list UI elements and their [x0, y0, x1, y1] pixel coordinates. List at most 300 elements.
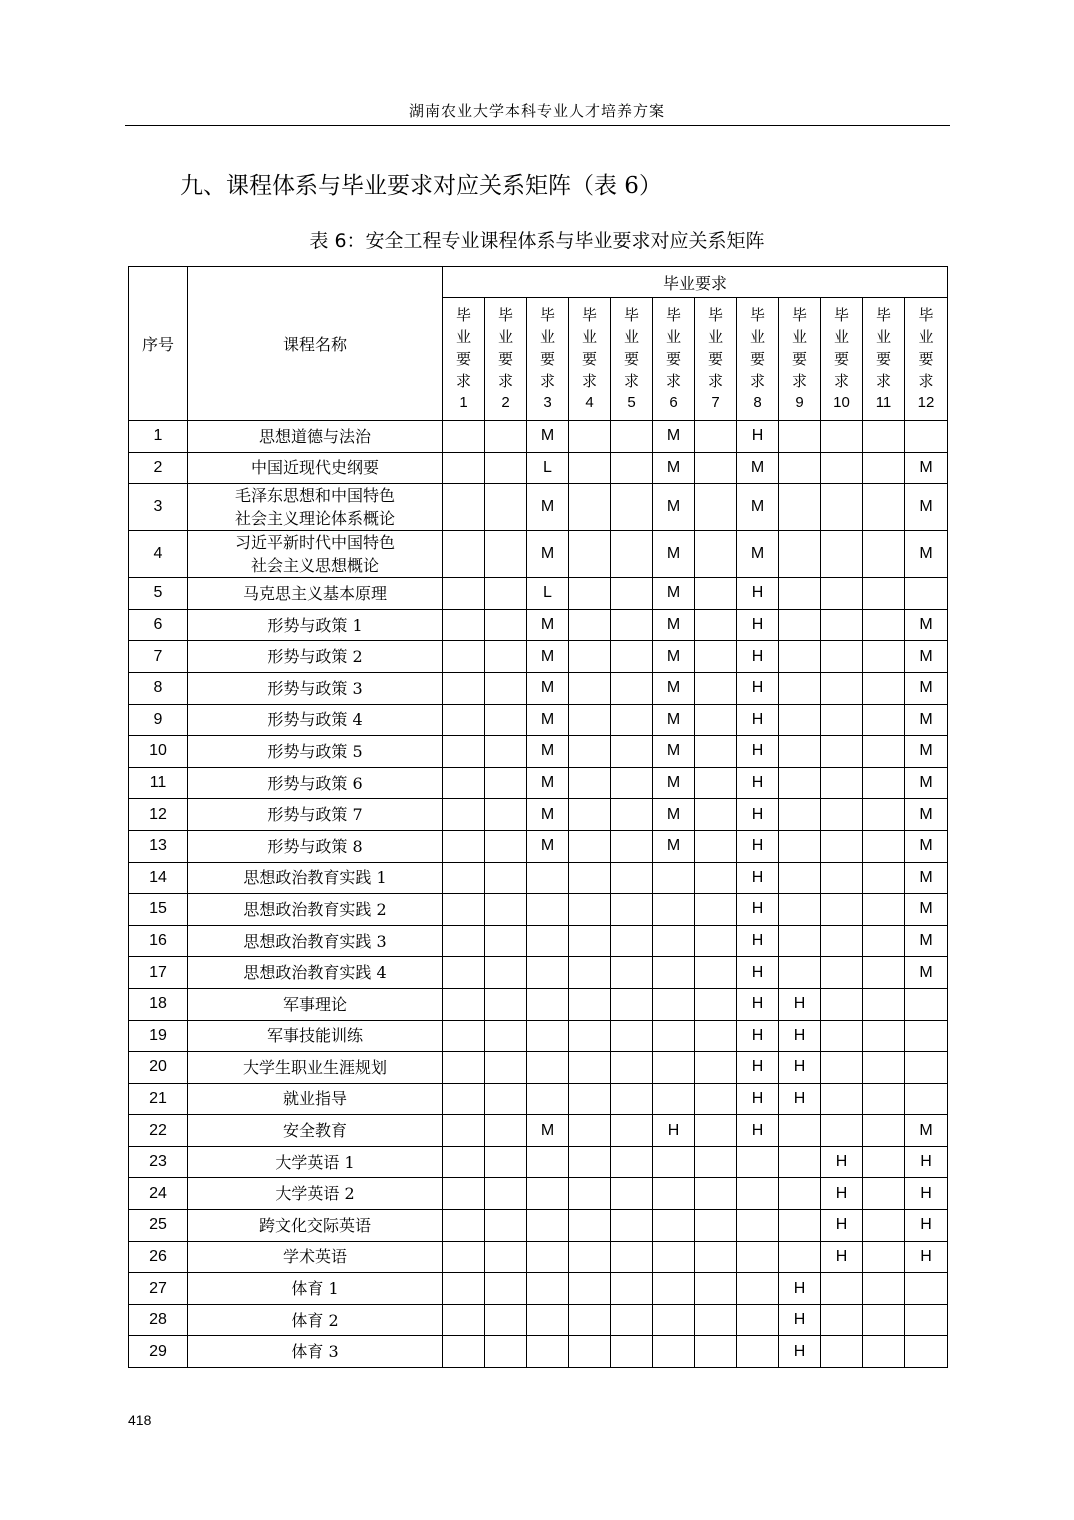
requirement-cell-8: [737, 1273, 779, 1305]
requirement-cell-6: M: [653, 736, 695, 768]
table-row: [129, 672, 948, 704]
header-requirement-char: 求: [791, 372, 807, 390]
requirement-cell-5: [611, 1146, 653, 1178]
requirement-cell-8: H: [737, 862, 779, 894]
requirement-cell-2: [485, 1241, 527, 1273]
header-requirement-char: 12: [917, 394, 935, 411]
requirement-cell-4: [569, 452, 611, 484]
requirement-cell-7: [695, 1178, 737, 1210]
header-requirement-char: 要: [707, 350, 723, 368]
requirement-cell-4: [569, 484, 611, 531]
requirement-cell-4: [569, 1178, 611, 1210]
requirement-cell-11: [863, 1178, 905, 1210]
requirement-cell-8: H: [737, 767, 779, 799]
course-name-line: 就业指导: [282, 1089, 347, 1109]
requirement-cell-7: [695, 767, 737, 799]
requirement-cell-9: [779, 736, 821, 768]
requirement-cell-3: [527, 1336, 569, 1368]
requirement-cell-1: [443, 957, 485, 989]
requirement-cell-1: [443, 830, 485, 862]
requirement-cell-5: [611, 736, 653, 768]
requirement-cell-3: M: [527, 421, 569, 453]
requirement-cell-7: [695, 1336, 737, 1368]
requirement-cell-3: M: [527, 799, 569, 831]
requirement-cell-7: [695, 799, 737, 831]
requirement-cell-12: M: [905, 862, 948, 894]
header-requirement-char: 求: [455, 372, 471, 390]
requirement-cell-1: [443, 767, 485, 799]
table-row: [129, 1241, 948, 1273]
requirement-cell-7: [695, 988, 737, 1020]
requirement-cell-1: [443, 1052, 485, 1084]
requirement-cell-3: [527, 1210, 569, 1242]
requirement-cell-5: [611, 531, 653, 578]
requirement-cell-2: [485, 894, 527, 926]
requirement-cell-6: M: [653, 578, 695, 610]
requirement-cell-9: [779, 531, 821, 578]
requirement-cell-10: [821, 609, 863, 641]
header-requirement-char: 毕: [833, 306, 849, 324]
course-name-line: 体育 1: [291, 1279, 339, 1299]
requirement-cell-8: H: [737, 672, 779, 704]
requirement-cell-5: [611, 799, 653, 831]
requirement-cell-11: [863, 421, 905, 453]
row-course: [188, 1273, 443, 1305]
row-seq: 15: [129, 894, 188, 926]
header-requirement-char: 10: [833, 394, 850, 411]
requirement-cell-6: M: [653, 672, 695, 704]
course-name-line: 毛泽东思想和中国特色: [234, 486, 395, 506]
requirement-cell-8: [737, 1336, 779, 1368]
table-row: [129, 704, 948, 736]
header-requirement-char: 要: [623, 350, 639, 368]
row-seq: 27: [129, 1273, 188, 1305]
requirement-cell-2: [485, 452, 527, 484]
requirement-cell-5: [611, 1083, 653, 1115]
requirement-cell-7: [695, 452, 737, 484]
requirement-cell-11: [863, 578, 905, 610]
requirement-cell-5: [611, 672, 653, 704]
requirement-cell-2: [485, 736, 527, 768]
header-divider: [125, 125, 950, 126]
header-requirement-char: 业: [665, 328, 681, 346]
requirement-cell-11: [863, 1052, 905, 1084]
requirement-cell-4: [569, 1052, 611, 1084]
requirement-cell-6: [653, 894, 695, 926]
requirement-cell-10: [821, 1083, 863, 1115]
requirement-cell-10: [821, 925, 863, 957]
requirement-cell-5: [611, 1241, 653, 1273]
row-seq: 28: [129, 1304, 188, 1336]
requirement-cell-12: [905, 1336, 948, 1368]
row-seq: 8: [129, 672, 188, 704]
requirement-cell-8: H: [737, 704, 779, 736]
requirement-cell-12: [905, 988, 948, 1020]
row-seq: 25: [129, 1210, 188, 1242]
header-requirement-char: 业: [875, 328, 891, 346]
requirement-cell-5: [611, 452, 653, 484]
requirement-cell-4: [569, 988, 611, 1020]
requirement-cell-11: [863, 894, 905, 926]
requirement-cell-1: [443, 925, 485, 957]
table-row: [129, 1020, 948, 1052]
requirement-cell-4: [569, 1146, 611, 1178]
requirement-cell-3: [527, 957, 569, 989]
row-seq: 20: [129, 1052, 188, 1084]
header-requirement-char: 7: [711, 394, 720, 411]
requirement-cell-11: [863, 704, 905, 736]
header-requirement-2: [485, 298, 527, 421]
row-course: [188, 452, 443, 484]
row-course: [188, 1052, 443, 1084]
row-seq: 2: [129, 452, 188, 484]
requirement-cell-4: [569, 641, 611, 673]
requirement-cell-8: H: [737, 894, 779, 926]
requirement-cell-11: [863, 531, 905, 578]
requirement-matrix-table: [128, 266, 948, 1368]
page-number: 418: [128, 1412, 152, 1428]
requirement-cell-5: [611, 1115, 653, 1147]
row-course: [188, 988, 443, 1020]
requirement-cell-6: M: [653, 767, 695, 799]
row-course: [188, 1146, 443, 1178]
requirement-cell-1: [443, 1336, 485, 1368]
requirement-cell-1: [443, 1178, 485, 1210]
row-seq: 7: [129, 641, 188, 673]
requirement-cell-10: [821, 531, 863, 578]
requirement-cell-8: [737, 1241, 779, 1273]
requirement-cell-9: H: [779, 1083, 821, 1115]
requirement-cell-12: H: [905, 1241, 948, 1273]
requirement-cell-8: M: [737, 531, 779, 578]
course-name-line: 体育 3: [291, 1342, 339, 1362]
requirement-cell-10: [821, 988, 863, 1020]
requirement-cell-7: [695, 484, 737, 531]
row-seq: 13: [129, 830, 188, 862]
requirement-cell-4: [569, 957, 611, 989]
requirement-cell-2: [485, 1304, 527, 1336]
requirement-cell-2: [485, 957, 527, 989]
requirement-cell-8: H: [737, 1083, 779, 1115]
requirement-cell-12: M: [905, 925, 948, 957]
requirement-cell-10: [821, 862, 863, 894]
requirement-cell-2: [485, 1052, 527, 1084]
requirement-cell-2: [485, 672, 527, 704]
requirement-cell-3: [527, 925, 569, 957]
requirement-cell-4: [569, 862, 611, 894]
requirement-cell-12: [905, 1083, 948, 1115]
requirement-cell-6: M: [653, 421, 695, 453]
header-requirement-char: 要: [791, 350, 807, 368]
header-requirement-char: 毕: [665, 306, 681, 324]
table-row: [129, 1146, 948, 1178]
requirement-cell-7: [695, 1210, 737, 1242]
header-requirement-char: 要: [497, 350, 513, 368]
requirement-cell-6: M: [653, 704, 695, 736]
requirement-cell-3: [527, 1304, 569, 1336]
header-requirement-char: 毕: [791, 306, 807, 324]
requirement-cell-3: L: [527, 578, 569, 610]
course-name-line: 思想政治教育实践 1: [243, 868, 387, 888]
row-course: [188, 672, 443, 704]
requirement-cell-2: [485, 1336, 527, 1368]
header-requirement-char: 求: [665, 372, 681, 390]
requirement-cell-6: M: [653, 452, 695, 484]
requirement-cell-11: [863, 799, 905, 831]
row-course: [188, 799, 443, 831]
requirement-cell-10: H: [821, 1241, 863, 1273]
requirement-cell-2: [485, 484, 527, 531]
requirement-cell-9: [779, 641, 821, 673]
requirement-cell-7: [695, 894, 737, 926]
requirement-cell-4: [569, 578, 611, 610]
header-requirement-char: 毕: [539, 306, 555, 324]
requirement-cell-9: [779, 1178, 821, 1210]
requirement-cell-12: M: [905, 894, 948, 926]
requirement-cell-4: [569, 1020, 611, 1052]
requirement-cell-5: [611, 830, 653, 862]
requirement-cell-1: [443, 894, 485, 926]
requirement-cell-2: [485, 1146, 527, 1178]
requirement-cell-11: [863, 1020, 905, 1052]
table-row: [129, 894, 948, 926]
requirement-cell-11: [863, 641, 905, 673]
row-seq: 6: [129, 609, 188, 641]
requirement-cell-9: [779, 578, 821, 610]
requirement-cell-10: [821, 830, 863, 862]
requirement-cell-12: H: [905, 1146, 948, 1178]
requirement-cell-5: [611, 484, 653, 531]
requirement-cell-11: [863, 988, 905, 1020]
course-name-line: 社会主义思想概论: [250, 556, 379, 576]
header-requirement-char: 6: [669, 394, 678, 411]
table-row: [129, 452, 948, 484]
row-seq: 11: [129, 767, 188, 799]
requirement-cell-12: M: [905, 957, 948, 989]
table-row: [129, 1304, 948, 1336]
row-course: [188, 1241, 443, 1273]
requirement-cell-4: [569, 1241, 611, 1273]
requirement-cell-8: M: [737, 484, 779, 531]
requirement-cell-10: [821, 704, 863, 736]
requirement-cell-6: [653, 1336, 695, 1368]
header-requirement-char: 求: [581, 372, 597, 390]
header-requirement-char: 11: [875, 394, 892, 411]
row-seq: 19: [129, 1020, 188, 1052]
requirement-cell-2: [485, 1273, 527, 1305]
requirement-cell-3: M: [527, 531, 569, 578]
requirement-cell-7: [695, 531, 737, 578]
requirement-cell-1: [443, 1020, 485, 1052]
row-seq: 17: [129, 957, 188, 989]
requirement-cell-9: [779, 799, 821, 831]
table-row: [129, 988, 948, 1020]
table-row: [129, 767, 948, 799]
header-requirement-char: 业: [918, 328, 934, 346]
course-name-line: 体育 2: [291, 1310, 339, 1330]
header-requirement-char: 要: [455, 350, 471, 368]
requirement-cell-11: [863, 672, 905, 704]
header-requirement-char: 要: [665, 350, 681, 368]
requirement-cell-9: H: [779, 1020, 821, 1052]
requirement-cell-6: [653, 1210, 695, 1242]
requirement-cell-6: [653, 1273, 695, 1305]
requirement-cell-8: [737, 1178, 779, 1210]
row-course: [188, 862, 443, 894]
requirement-cell-3: M: [527, 830, 569, 862]
requirement-cell-3: [527, 1146, 569, 1178]
course-name-line: 学术英语: [282, 1247, 347, 1267]
requirement-cell-5: [611, 1020, 653, 1052]
section-title: 九、课程体系与毕业要求对应关系矩阵（表 6）: [180, 173, 662, 199]
requirement-cell-4: [569, 1083, 611, 1115]
header-requirement-6: [653, 298, 695, 421]
requirement-cell-10: H: [821, 1178, 863, 1210]
row-seq: 12: [129, 799, 188, 831]
requirement-cell-5: [611, 609, 653, 641]
header-requirement-char: 业: [791, 328, 807, 346]
row-course: [188, 1178, 443, 1210]
requirement-cell-3: [527, 1052, 569, 1084]
requirement-cell-12: [905, 1273, 948, 1305]
requirement-cell-3: [527, 1178, 569, 1210]
table-row: [129, 830, 948, 862]
requirement-cell-2: [485, 641, 527, 673]
requirement-cell-5: [611, 1273, 653, 1305]
row-course: [188, 641, 443, 673]
course-name-line: 形势与政策 8: [267, 836, 363, 856]
header-requirement-char: 业: [455, 328, 471, 346]
requirement-cell-8: H: [737, 830, 779, 862]
requirement-cell-3: M: [527, 641, 569, 673]
row-course: [188, 1083, 443, 1115]
row-course: [188, 957, 443, 989]
course-name-line: 形势与政策 3: [267, 678, 363, 698]
requirement-cell-4: [569, 799, 611, 831]
requirement-cell-8: H: [737, 925, 779, 957]
requirement-cell-6: [653, 1146, 695, 1178]
row-seq: 23: [129, 1146, 188, 1178]
requirement-cell-11: [863, 1273, 905, 1305]
requirement-cell-7: [695, 1115, 737, 1147]
header-requirement-char: 3: [543, 394, 552, 411]
requirement-cell-3: M: [527, 736, 569, 768]
row-course: [188, 1210, 443, 1242]
requirement-cell-7: [695, 830, 737, 862]
requirement-cell-9: H: [779, 988, 821, 1020]
requirement-cell-6: M: [653, 484, 695, 531]
requirement-cell-5: [611, 1336, 653, 1368]
requirement-cell-12: M: [905, 484, 948, 531]
requirement-cell-10: [821, 421, 863, 453]
requirement-cell-10: [821, 641, 863, 673]
row-course: [188, 421, 443, 453]
requirement-cell-10: [821, 894, 863, 926]
course-name-line: 安全教育: [282, 1121, 347, 1141]
requirement-cell-12: M: [905, 1115, 948, 1147]
table-row: [129, 1273, 948, 1305]
table-row: [129, 957, 948, 989]
requirement-cell-3: M: [527, 484, 569, 531]
requirement-cell-8: [737, 1146, 779, 1178]
table-row: [129, 1083, 948, 1115]
requirement-cell-12: M: [905, 830, 948, 862]
requirement-cell-4: [569, 609, 611, 641]
requirement-cell-2: [485, 609, 527, 641]
requirement-cell-8: H: [737, 1115, 779, 1147]
header-seq: 序号: [129, 267, 188, 421]
requirement-cell-7: [695, 578, 737, 610]
course-name-line: 大学英语 1: [275, 1152, 355, 1172]
requirement-cell-12: [905, 1052, 948, 1084]
header-requirement-1: [443, 298, 485, 421]
header-requirement-12: [905, 298, 948, 421]
requirement-cell-9: [779, 767, 821, 799]
requirement-cell-6: H: [653, 1115, 695, 1147]
header-requirement-char: 毕: [707, 306, 723, 324]
requirement-cell-2: [485, 1178, 527, 1210]
requirement-cell-9: [779, 1241, 821, 1273]
requirement-cell-6: [653, 1304, 695, 1336]
page-header: 湖南农业大学本科专业人才培养方案: [408, 102, 665, 120]
header-requirement-char: 毕: [875, 306, 891, 324]
requirement-cell-1: [443, 1241, 485, 1273]
requirement-cell-4: [569, 704, 611, 736]
requirement-cell-1: [443, 421, 485, 453]
header-requirement-char: 业: [749, 328, 765, 346]
header-requirement-8: [737, 298, 779, 421]
requirement-cell-4: [569, 830, 611, 862]
header-requirement-5: [611, 298, 653, 421]
table-row: [129, 578, 948, 610]
header-requirement-char: 8: [753, 394, 762, 411]
requirement-cell-6: M: [653, 830, 695, 862]
requirement-cell-4: [569, 1210, 611, 1242]
course-name-line: 大学生职业生涯规划: [242, 1057, 387, 1077]
row-course: [188, 925, 443, 957]
requirement-cell-12: M: [905, 641, 948, 673]
header-requirement-char: 4: [585, 394, 594, 411]
row-seq: 24: [129, 1178, 188, 1210]
requirement-cell-1: [443, 1273, 485, 1305]
requirement-cell-6: [653, 1241, 695, 1273]
requirement-cell-6: [653, 1083, 695, 1115]
requirement-cell-11: [863, 862, 905, 894]
requirement-cell-1: [443, 1083, 485, 1115]
requirement-cell-9: [779, 862, 821, 894]
course-name-line: 形势与政策 4: [267, 710, 363, 730]
row-course: [188, 736, 443, 768]
header-requirement-char: 要: [539, 350, 555, 368]
course-name-line: 形势与政策 7: [267, 805, 363, 825]
row-seq: 29: [129, 1336, 188, 1368]
requirement-cell-2: [485, 578, 527, 610]
table-row: [129, 641, 948, 673]
requirement-cell-4: [569, 736, 611, 768]
requirement-cell-6: [653, 925, 695, 957]
requirement-cell-12: M: [905, 531, 948, 578]
requirement-cell-8: H: [737, 1020, 779, 1052]
requirement-cell-5: [611, 925, 653, 957]
row-course: [188, 1115, 443, 1147]
requirement-cell-11: [863, 452, 905, 484]
requirement-cell-11: [863, 1083, 905, 1115]
requirement-cell-8: M: [737, 452, 779, 484]
requirement-cell-1: [443, 1304, 485, 1336]
requirement-cell-7: [695, 641, 737, 673]
requirement-cell-11: [863, 484, 905, 531]
requirement-cell-10: [821, 1115, 863, 1147]
